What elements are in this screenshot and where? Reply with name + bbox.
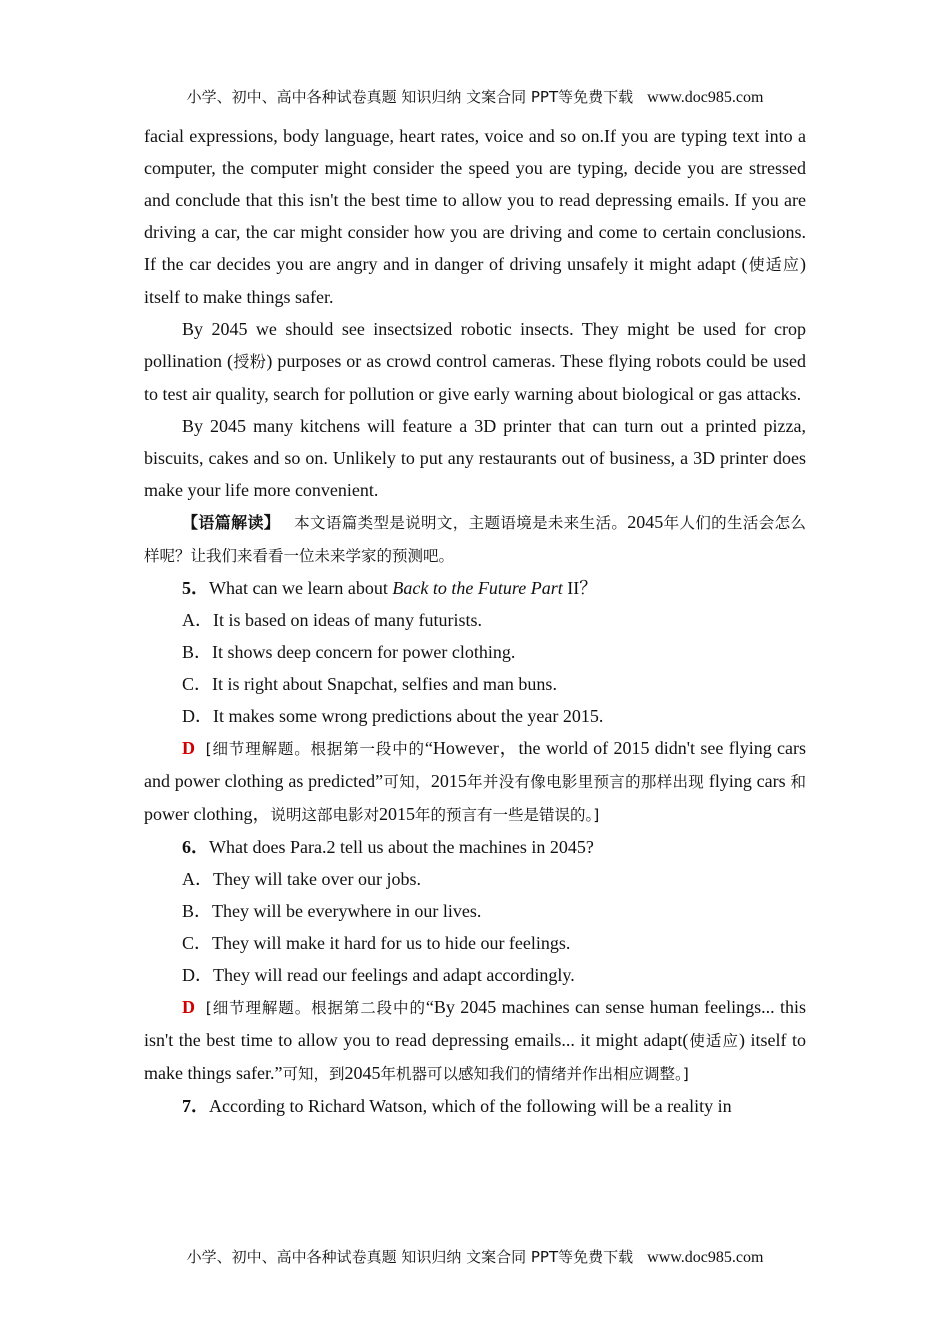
- question-7: 7．According to Richard Watson, which of the following will be a reality in: [182, 1096, 732, 1116]
- gloss-pollination: 授粉: [232, 352, 267, 371]
- q6-answer: D: [182, 997, 195, 1017]
- q5-option-a: A．It is based on ideas of many futurists.: [182, 610, 482, 630]
- passage-paragraph-3: By 2045 many kitchens will feature a 3D printer that can turn out a printed pizza, biscuits, cakes and so on. Unlikely to put any restaurants out of business, a 3D printer does make your life more convenient.: [144, 416, 806, 500]
- q5-option-c: C．It is right about Snapchat, selfies and man buns.: [182, 674, 557, 694]
- footer-text: 小学、初中、高中各种试卷真题 知识归纳 文案合同 PPT等免费下载: [186, 1248, 634, 1266]
- q6-explanation: D [细节理解题。根据第二段中的“By 2045 machines can sense human feelings... this isn't the best time to allow you to read depressing emails... it might adapt(使适应) itself to make things safer.”可知，到2045年机器可以感知我们的情绪并作出相应调整。]: [144, 997, 807, 1083]
- header-url[interactable]: www.doc985.com: [647, 89, 764, 106]
- gloss-adapt: 使适应: [747, 255, 800, 274]
- q6-option-a: A．They will take over our jobs.: [182, 869, 421, 889]
- q5-answer: D: [182, 738, 195, 758]
- q6-option-d: D．They will read our feelings and adapt accordingly.: [182, 965, 575, 985]
- page-footer: [0, 1246, 950, 1267]
- document-body: [144, 120, 806, 1122]
- footer-url[interactable]: www.doc985.com: [647, 1249, 764, 1266]
- passage-paragraph-1: facial expressions, body language, heart rates, voice and so on.If you are typing text into a computer, the computer might consider the speed you are typing, decide you are stressed and conclude that this isn't the best time to allow you to read depressing emails. If you are driving a car, the car might consider how you are driving and come to certain conclusions. If the car decides you are angry and in danger of driving unsafely it might adapt (使适应) itself to make things safer.: [144, 126, 806, 307]
- header-text: 小学、初中、高中各种试卷真题 知识归纳 文案合同 PPT等免费下载: [186, 88, 634, 106]
- passage-paragraph-2: By 2045 we should see insectsized robotic insects. They might be used for crop pollination (授粉) purposes or as crowd control cameras. These flying robots could be used to test air quality, search for pollution or give early warning about biological or gas attacks.: [144, 319, 806, 404]
- analysis-label: 【语篇解读】: [182, 513, 281, 532]
- q5-option-b: B．It shows deep concern for power clothing.: [182, 642, 516, 662]
- q6-option-b: B．They will be everywhere in our lives.: [182, 901, 482, 921]
- page-header: [0, 86, 950, 107]
- discourse-analysis: 【语篇解读】 本文语篇类型是说明文，主题语境是未来生活。2045年人们的生活会怎么样呢？让我们来看看一位未来学家的预测吧。: [144, 512, 806, 565]
- question-6: 6．What does Para.2 tell us about the machines in 2045?: [182, 837, 594, 857]
- q5-option-d: D．It makes some wrong predictions about the year 2015.: [182, 706, 604, 726]
- q5-explanation: D [细节理解题。根据第一段中的“However，the world of 2015 didn't see flying cars and power clothing as predicted”可知，2015年并没有像电影里预言的那样出现 flying cars 和 power clothing，说明这部电影对2015年的预言有一些是错误的。]: [144, 738, 807, 824]
- q6-option-c: C．They will make it hard for us to hide our feelings.: [182, 933, 571, 953]
- question-5: 5．What can we learn about Back to the Future Part II？: [182, 578, 598, 598]
